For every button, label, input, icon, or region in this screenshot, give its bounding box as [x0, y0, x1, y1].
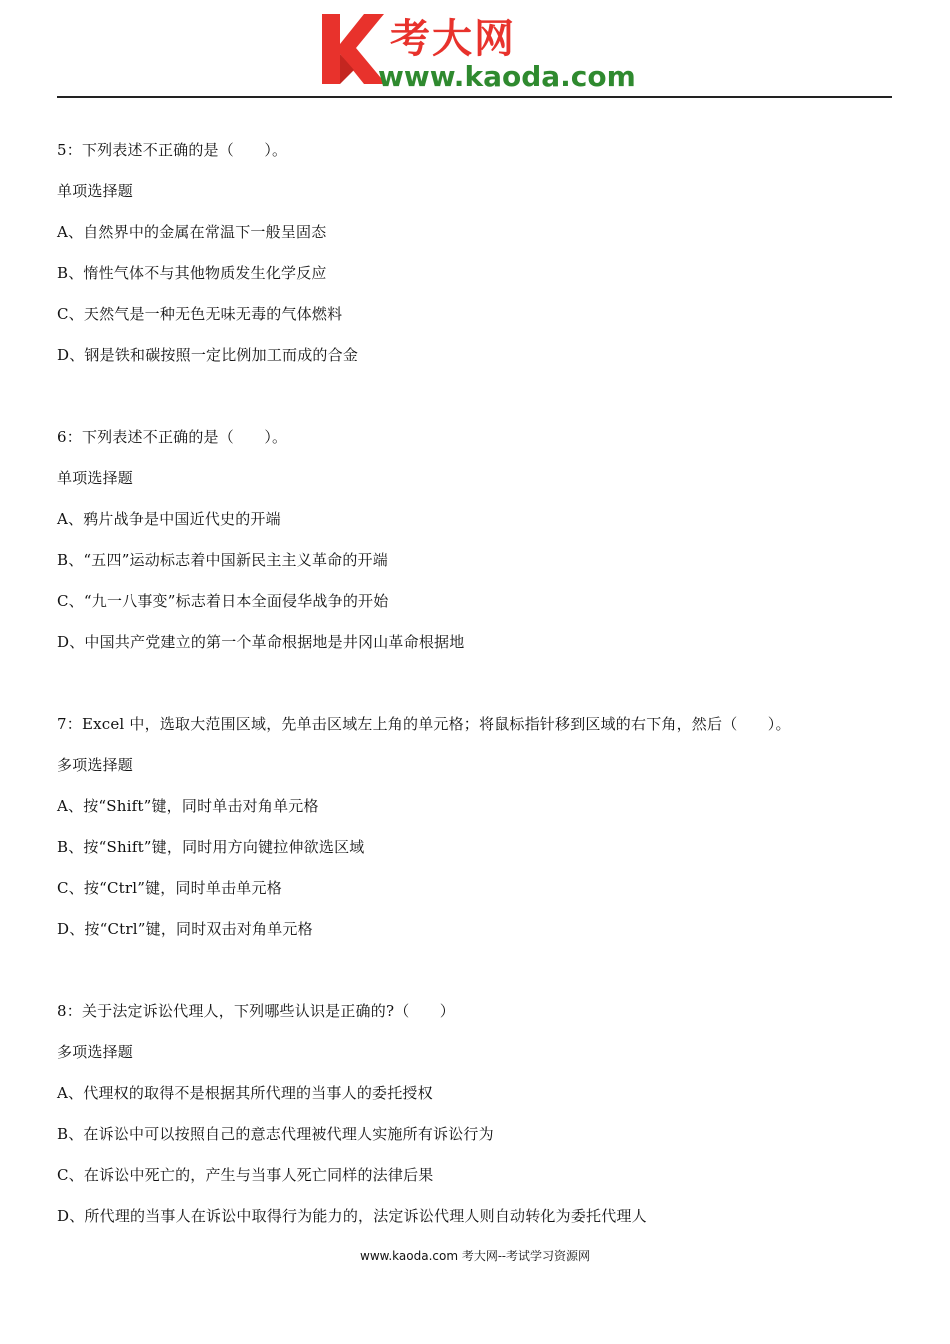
- option-a: A、代理权的取得不是根据其所代理的当事人的委托授权: [57, 1084, 433, 1102]
- option-d: D、中国共产党建立的第一个革命根据地是井冈山革命根据地: [57, 633, 465, 651]
- logo-title: 考大网: [390, 16, 516, 62]
- question-type: 多项选择题: [57, 1043, 134, 1061]
- question-6: [57, 423, 917, 669]
- header-divider: [57, 96, 892, 98]
- question-7: [57, 710, 917, 956]
- question-type: 单项选择题: [57, 182, 134, 200]
- footer-url[interactable]: www.kaoda.com: [360, 1249, 459, 1263]
- option-a: A、自然界中的金属在常温下一般呈固态: [57, 223, 327, 241]
- question-title: 6：下列表述不正确的是（ ）。: [57, 428, 288, 446]
- page-footer: [0, 1246, 950, 1266]
- question-type: 多项选择题: [57, 756, 134, 774]
- option-d: D、钢是铁和碳按照一定比例加工而成的合金: [57, 346, 359, 364]
- option-c: C、在诉讼中死亡的，产生与当事人死亡同样的法律后果: [57, 1166, 434, 1184]
- logo-url: www.kaoda.com: [378, 60, 636, 92]
- option-d: D、按“Ctrl”键，同时双击对角单元格: [57, 920, 313, 938]
- option-d: D、所代理的当事人在诉讼中取得行为能力的，法定诉讼代理人则自动转化为委托代理人: [57, 1207, 647, 1225]
- question-title: 8：关于法定诉讼代理人，下列哪些认识是正确的?（ ）: [57, 1002, 455, 1020]
- option-c: C、按“Ctrl”键，同时单击单元格: [57, 879, 282, 897]
- question-list: [57, 136, 917, 1243]
- option-c: C、天然气是一种无色无味无毒的气体燃料: [57, 305, 343, 323]
- option-b: B、按“Shift”键，同时用方向键拉伸欲选区域: [57, 838, 365, 856]
- option-a: A、鸦片战争是中国近代史的开端: [57, 510, 281, 528]
- question-title: 5：下列表述不正确的是（ ）。: [57, 141, 288, 159]
- kaoda-logo: [318, 8, 648, 92]
- question-8: [57, 997, 917, 1243]
- question-5: [57, 136, 917, 382]
- option-b: B、“五四”运动标志着中国新民主主义革命的开端: [57, 551, 388, 569]
- option-a: A、按“Shift”键，同时单击对角单元格: [57, 797, 319, 815]
- option-b: B、惰性气体不与其他物质发生化学反应: [57, 264, 327, 282]
- question-title: 7：Excel 中，选取大范围区域，先单击区域左上角的单元格；将鼠标指针移到区域的右下角，然后（ ）。: [57, 715, 791, 733]
- page-header: [0, 0, 950, 100]
- footer-text: 考大网--考试学习资源网: [458, 1249, 590, 1263]
- option-b: B、在诉讼中可以按照自己的意志代理被代理人实施所有诉讼行为: [57, 1125, 494, 1143]
- question-type: 单项选择题: [57, 469, 134, 487]
- option-c: C、“九一八事变”标志着日本全面侵华战争的开始: [57, 592, 389, 610]
